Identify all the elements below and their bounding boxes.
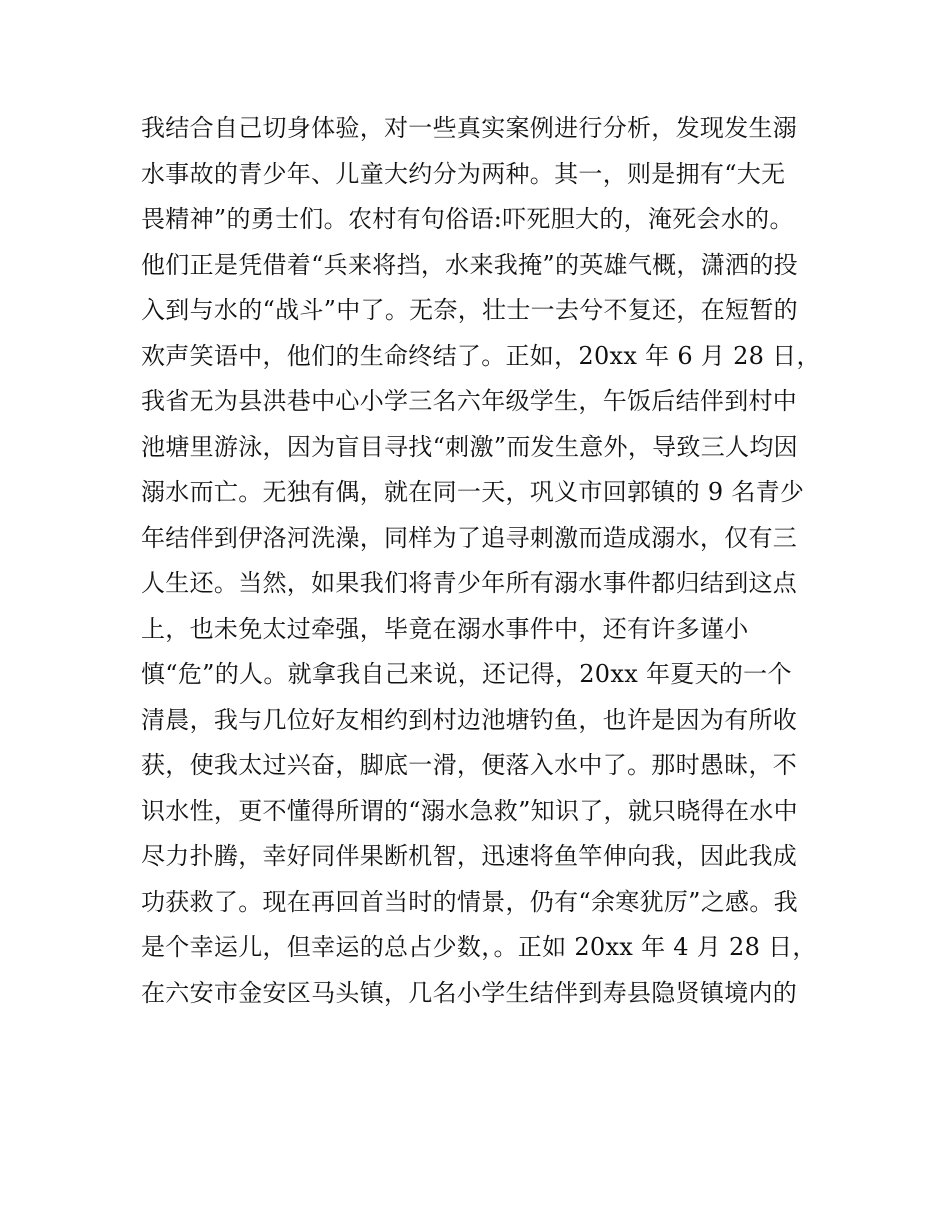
text-line: 水事故的青少年、儿童大约分为两种。其一，则是拥有“大无 — [141, 159, 786, 188]
text-line: 是个幸运儿，但幸运的总占少数，。正如 20xx 年 4 月 28 日， — [141, 933, 817, 961]
text-line: 功获救了。现在再回首当时的情景，仍有“余寒犹厉”之感。我 — [141, 887, 798, 916]
text-line: 池塘里游泳，因为盲目寻找“刺激”而发生意外，导致三人均因 — [141, 432, 798, 461]
text-line: 入到与水的“战斗”中了。无奈，壮士一去兮不复还，在短暂的 — [141, 296, 798, 324]
text-line: 我省无为县洪巷中心小学三名六年级学生，午饭后结伴到村中 — [141, 387, 798, 415]
text-line: 人生还。当然，如果我们将青少年所有溺水事件都归结到这点 — [141, 569, 798, 597]
body-paragraph — [141, 106, 841, 1016]
text-line: 欢声笑语中，他们的生命终结了。正如，20xx 年 6 月 28 日， — [141, 341, 821, 370]
text-line: 获，使我太过兴奋，脚底一滑，便落入水中了。那时愚昧，不 — [141, 751, 798, 779]
text-line: 我结合自己切身体验，对一些真实案例进行分析，发现发生溺 — [141, 114, 798, 142]
text-line: 年结伴到伊洛河洗澡，同样为了追寻刺激而造成溺水，仅有三 — [141, 523, 798, 552]
text-line: 尽力扑腾，幸好同伴果断机智，迅速将鱼竿伸向我，因此我成 — [141, 842, 798, 870]
text-line: 他们正是凭借着“兵来将挡，水来我掩”的英雄气概，潇洒的投 — [141, 250, 798, 279]
text-line: 识水性，更不懂得所谓的“溺水急救”知识了，就只晓得在水中 — [141, 796, 798, 825]
text-line: 慎“危”的人。就拿我自己来说，还记得，20xx 年夏天的一个 — [141, 660, 792, 688]
text-line: 畏精神”的勇士们。农村有句俗语:吓死胆大的，淹死会水的。 — [141, 205, 794, 233]
text-line: 上，也未免太过牵强，毕竟在溺水事件中，还有许多谨小 — [141, 614, 749, 643]
text-line: 清晨，我与几位好友相约到村边池塘钓鱼，也许是因为有所收 — [141, 705, 798, 734]
text-line: 溺水而亡。无独有偶，就在同一天，巩义市回郭镇的 9 名青少 — [141, 478, 805, 506]
text-line: 在六安市金安区马头镇，几名小学生结伴到寿县隐贤镇境内的 — [141, 978, 798, 1007]
